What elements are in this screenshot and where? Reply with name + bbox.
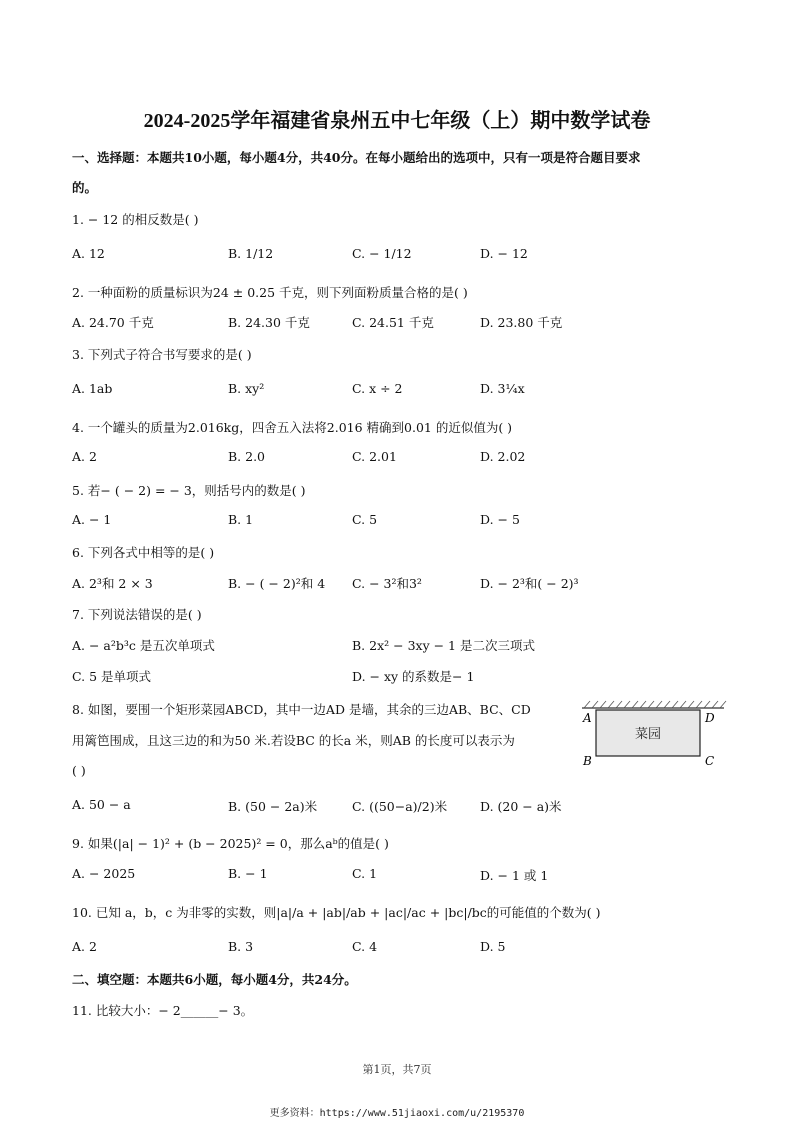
page-title: 2024-2025学年福建省泉州五中七年级（上）期中数学试卷 — [143, 110, 651, 132]
q3-option-d: D. 3¼x — [480, 381, 525, 396]
q1-option-c: C. − 1/12 — [352, 246, 412, 261]
question-5: 5. 若− ( − 2) = − 3，则括号内的数是( ) — [72, 483, 306, 498]
q5-option-a: A. − 1 — [72, 512, 112, 527]
garden-figure — [578, 700, 728, 780]
q4-option-b: B. 2.0 — [228, 449, 266, 464]
wall-hatching — [584, 701, 726, 708]
q5-option-b: B. 1 — [228, 512, 254, 527]
q4-option-a: A. 2 — [72, 449, 97, 464]
question-8-line3: ( ) — [72, 763, 86, 778]
q1-option-d: D. − 12 — [480, 246, 528, 261]
q2-option-b: B. 24.30 千克 — [228, 315, 310, 330]
q8-option-d: D. (20 − a)米 — [480, 799, 562, 814]
q8-option-a: A. 50 − a — [72, 797, 131, 812]
question-11: 11. 比较大小：− 2______− 3。 — [72, 1003, 254, 1018]
question-2: 2. 一种面粉的质量标识为24 ± 0.25 千克，则下列面粉质量合格的是( ) — [72, 285, 468, 300]
q10-option-a: A. 2 — [72, 939, 97, 954]
q9-option-d: D. − 1 或 1 — [480, 868, 549, 883]
q8-option-b: B. (50 − 2a)米 — [228, 799, 318, 814]
q7-option-b: B. 2x² − 3xy − 1 是二次三项式 — [352, 638, 535, 653]
question-6: 6. 下列各式中相等的是( ) — [72, 545, 215, 560]
page-footer: 第1页，共7页 — [362, 1063, 432, 1076]
vertex-b: B — [583, 754, 592, 768]
q5-option-d: D. − 5 — [480, 512, 520, 527]
question-8-line1: 8. 如图，要围一个矩形菜园ABCD，其中一边AD 是墙，其余的三边AB、BC、CD — [72, 702, 531, 717]
q4-option-c: C. 2.01 — [352, 449, 397, 464]
garden-label: 菜园 — [634, 727, 662, 742]
q8-option-c: C. ((50−a)/2)米 — [352, 799, 448, 814]
q1-option-b: B. 1/12 — [228, 246, 274, 261]
section-heading-choice: 一、选择题：本题共10小题，每小题4分，共40分。在每小题给出的选项中，只有一项是符合题目要求 — [72, 150, 641, 165]
q3-option-c: C. x ÷ 2 — [352, 381, 403, 396]
vertex-c: C — [705, 754, 715, 768]
more-resources-link[interactable]: 更多资料：https://www.51jiaoxi.com/u/2195370 — [269, 1108, 525, 1119]
question-1: 1. − 12 的相反数是( ) — [72, 212, 199, 227]
q6-option-a: A. 2³和 2 × 3 — [72, 576, 153, 591]
q6-option-d: D. − 2³和( − 2)³ — [480, 576, 579, 591]
q6-option-c: C. − 3²和3² — [352, 576, 422, 591]
q7-option-d: D. − xy 的系数是− 1 — [352, 669, 475, 684]
q10-option-c: C. 4 — [352, 939, 378, 954]
question-8-line2: 用篱笆围成，且这三边的和为50 米.若设BC 的长a 米，则AB 的长度可以表示为 — [72, 733, 515, 748]
section-heading-fill: 二、填空题：本题共6小题，每小题4分，共24分。 — [72, 972, 357, 987]
q7-option-c: C. 5 是单项式 — [72, 669, 151, 684]
q10-option-d: D. 5 — [480, 939, 506, 954]
vertex-a: A — [583, 711, 592, 725]
q4-option-d: D. 2.02 — [480, 449, 526, 464]
q9-option-b: B. − 1 — [228, 866, 268, 881]
q9-option-c: C. 1 — [352, 866, 378, 881]
question-4: 4. 一个罐头的质量为2.016kg，四舍五入法将2.016 精确到0.01 的近似值为( ) — [72, 420, 513, 435]
section-heading-choice-cont: 的。 — [72, 180, 98, 195]
q1-option-a: A. 12 — [72, 246, 105, 261]
vertex-d: D — [705, 711, 715, 725]
q10-option-b: B. 3 — [228, 939, 254, 954]
q9-option-a: A. − 2025 — [72, 866, 136, 881]
question-10: 10. 已知 a，b，c 为非零的实数，则|a|/a + |ab|/ab + |ac|/ac + |bc|/bc的可能值的个数为( ) — [72, 905, 601, 920]
q3-option-b: B. xy² — [228, 381, 265, 396]
q2-option-d: D. 23.80 千克 — [480, 315, 563, 330]
q7-option-a: A. − a²b³c 是五次单项式 — [72, 638, 215, 653]
question-3: 3. 下列式子符合书写要求的是( ) — [72, 347, 252, 362]
question-9: 9. 如果(|a| − 1)² + (b − 2025)² = 0，那么aᵇ的值是( ) — [72, 836, 389, 851]
q3-option-a: A. 1ab — [72, 381, 113, 396]
q6-option-b: B. − ( − 2)²和 4 — [228, 576, 326, 591]
question-7: 7. 下列说法错误的是( ) — [72, 607, 202, 622]
q2-option-c: C. 24.51 千克 — [352, 315, 434, 330]
q2-option-a: A. 24.70 千克 — [72, 315, 154, 330]
q5-option-c: C. 5 — [352, 512, 378, 527]
